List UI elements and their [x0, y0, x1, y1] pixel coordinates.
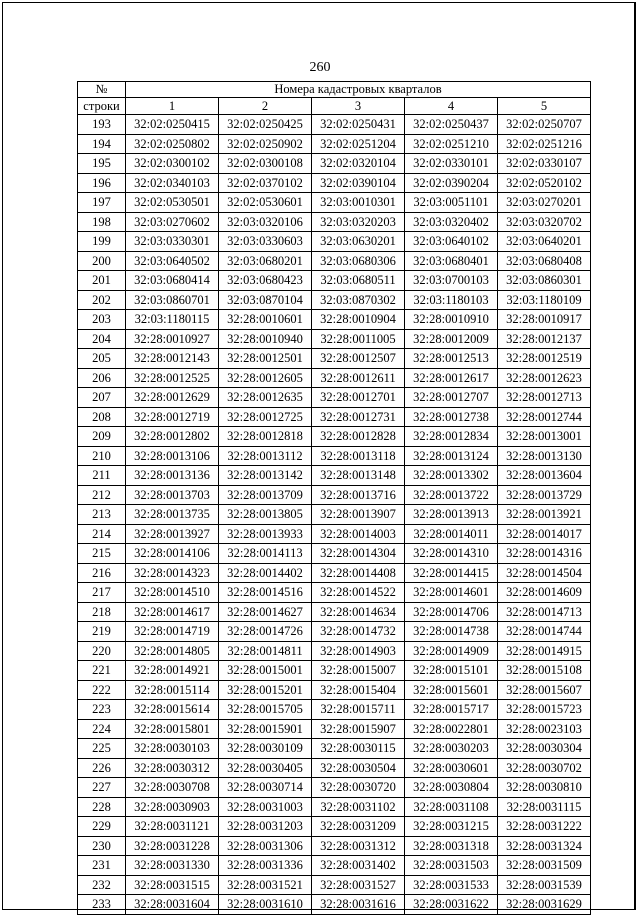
cadastral-number-cell: 32:28:0012605 [219, 368, 312, 388]
cadastral-number-cell: 32:28:0015201 [219, 680, 312, 700]
table-row [78, 290, 591, 310]
row-number-cell: 196 [78, 173, 126, 193]
table-row [78, 602, 591, 622]
cadastral-number-cell: 32:28:0013735 [126, 505, 219, 525]
cadastral-number-cell: 32:28:0014304 [312, 544, 405, 564]
table-row [78, 349, 591, 369]
row-number-cell: 214 [78, 524, 126, 544]
cadastral-number-cell: 32:28:0013921 [498, 505, 591, 525]
cadastral-number-cell: 32:28:0012525 [126, 368, 219, 388]
cadastral-number-cell: 32:28:0013703 [126, 485, 219, 505]
cadastral-number-cell: 32:28:0014316 [498, 544, 591, 564]
cadastral-number-cell: 32:28:0012611 [312, 368, 405, 388]
cadastral-number-cell: 32:28:0030720 [312, 778, 405, 798]
table-row [78, 232, 591, 252]
cadastral-number-cell: 32:28:0012802 [126, 427, 219, 447]
cadastral-number-cell: 32:28:0031312 [312, 836, 405, 856]
cadastral-number-cell: 32:28:0031102 [312, 797, 405, 817]
cadastral-number-cell: 32:28:0012701 [312, 388, 405, 408]
table-row [78, 895, 591, 915]
cadastral-number-cell: 32:28:0015607 [498, 680, 591, 700]
cadastral-number-cell: 32:28:0010917 [498, 310, 591, 330]
row-number-cell: 193 [78, 115, 126, 135]
cadastral-number-cell: 32:28:0014601 [405, 583, 498, 603]
cadastral-number-cell: 32:28:0014915 [498, 641, 591, 661]
cadastral-number-cell: 32:02:0530601 [219, 193, 312, 213]
cadastral-number-cell: 32:28:0012731 [312, 407, 405, 427]
cadastral-number-cell: 32:28:0013805 [219, 505, 312, 525]
table-row [78, 193, 591, 213]
cadastral-number-cell: 32:28:0015711 [312, 700, 405, 720]
cadastral-number-cell: 32:02:0390204 [405, 173, 498, 193]
row-number-cell: 233 [78, 895, 126, 915]
table-row [78, 817, 591, 837]
row-number-cell: 230 [78, 836, 126, 856]
column-header-1: 1 [126, 98, 219, 115]
table-row [78, 661, 591, 681]
cadastral-number-cell: 32:28:0031515 [126, 875, 219, 895]
cadastral-number-cell: 32:28:0030714 [219, 778, 312, 798]
row-number-cell: 203 [78, 310, 126, 330]
cadastral-number-cell: 32:03:0870302 [312, 290, 405, 310]
cadastral-number-cell: 32:28:0013112 [219, 446, 312, 466]
row-number-cell: 210 [78, 446, 126, 466]
cadastral-number-cell: 32:28:0014310 [405, 544, 498, 564]
table-row [78, 563, 591, 583]
row-number-cell: 198 [78, 212, 126, 232]
cadastral-number-cell: 32:28:0030810 [498, 778, 591, 798]
cadastral-number-cell: 32:03:0320106 [219, 212, 312, 232]
table-row [78, 524, 591, 544]
cadastral-number-cell: 32:28:0013716 [312, 485, 405, 505]
row-number-cell: 202 [78, 290, 126, 310]
cadastral-number-cell: 32:28:0012738 [405, 407, 498, 427]
cadastral-number-cell: 32:28:0014402 [219, 563, 312, 583]
group-header-title: Номера кадастровых кварталов [126, 82, 591, 98]
cadastral-number-cell: 32:28:0031622 [405, 895, 498, 915]
row-number-cell: 201 [78, 271, 126, 291]
cadastral-number-cell: 32:28:0030504 [312, 758, 405, 778]
cadastral-number-cell: 32:28:0031539 [498, 875, 591, 895]
cadastral-number-cell: 32:28:0030103 [126, 739, 219, 759]
cadastral-number-cell: 32:03:0330301 [126, 232, 219, 252]
cadastral-number-cell: 32:03:1180103 [405, 290, 498, 310]
row-number-cell: 204 [78, 329, 126, 349]
cadastral-number-cell: 32:28:0030109 [219, 739, 312, 759]
row-number-cell: 221 [78, 661, 126, 681]
cadastral-number-cell: 32:28:0014323 [126, 563, 219, 583]
cadastral-number-cell: 32:28:0012834 [405, 427, 498, 447]
row-number-header-symbol: № [78, 82, 126, 98]
cadastral-number-cell: 32:28:0014732 [312, 622, 405, 642]
cadastral-number-cell: 32:28:0014738 [405, 622, 498, 642]
cadastral-number-cell: 32:28:0013927 [126, 524, 219, 544]
cadastral-number-cell: 32:28:0030312 [126, 758, 219, 778]
cadastral-number-cell: 32:28:0030304 [498, 739, 591, 759]
cadastral-number-cell: 32:28:0015601 [405, 680, 498, 700]
table-row [78, 875, 591, 895]
row-number-cell: 209 [78, 427, 126, 447]
row-number-cell: 195 [78, 154, 126, 174]
cadastral-number-cell: 32:28:0013604 [498, 466, 591, 486]
table-row [78, 173, 591, 193]
cadastral-number-cell: 32:28:0014744 [498, 622, 591, 642]
table-row [78, 271, 591, 291]
cadastral-number-cell: 32:28:0031616 [312, 895, 405, 915]
cadastral-number-cell: 32:28:0031003 [219, 797, 312, 817]
cadastral-number-cell: 32:28:0012507 [312, 349, 405, 369]
cadastral-number-cell: 32:28:0015705 [219, 700, 312, 720]
cadastral-number-cell: 32:03:0640102 [405, 232, 498, 252]
cadastral-number-cell: 32:28:0013001 [498, 427, 591, 447]
cadastral-number-cell: 32:28:0011005 [312, 329, 405, 349]
table-row [78, 466, 591, 486]
cadastral-number-cell: 32:03:0870104 [219, 290, 312, 310]
cadastral-number-cell: 32:28:0015614 [126, 700, 219, 720]
row-number-cell: 194 [78, 134, 126, 154]
table-row [78, 856, 591, 876]
cadastral-number-cell: 32:28:0014903 [312, 641, 405, 661]
column-header-4: 4 [405, 98, 498, 115]
cadastral-number-cell: 32:28:0012137 [498, 329, 591, 349]
cadastral-number-cell: 32:03:0680414 [126, 271, 219, 291]
table-row [78, 700, 591, 720]
cadastral-number-cell: 32:28:0015007 [312, 661, 405, 681]
cadastral-number-cell: 32:03:0860301 [498, 271, 591, 291]
column-header-5: 5 [498, 98, 591, 115]
cadastral-number-cell: 32:02:0250437 [405, 115, 498, 135]
table-row [78, 778, 591, 798]
row-number-cell: 227 [78, 778, 126, 798]
table-row [78, 134, 591, 154]
cadastral-number-cell: 32:28:0012009 [405, 329, 498, 349]
cadastral-number-cell: 32:28:0012713 [498, 388, 591, 408]
table-row [78, 115, 591, 135]
cadastral-number-cell: 32:28:0010904 [312, 310, 405, 330]
table-row [78, 329, 591, 349]
cadastral-number-cell: 32:28:0012818 [219, 427, 312, 447]
cadastral-number-cell: 32:28:0031108 [405, 797, 498, 817]
table-body [78, 115, 591, 915]
cadastral-number-cell: 32:28:0014516 [219, 583, 312, 603]
cadastral-number-cell: 32:28:0030115 [312, 739, 405, 759]
cadastral-number-cell: 32:03:0010301 [312, 193, 405, 213]
cadastral-number-cell: 32:28:0014617 [126, 602, 219, 622]
cadastral-number-cell: 32:28:0030203 [405, 739, 498, 759]
table-row [78, 622, 591, 642]
cadastral-number-cell: 32:28:0010910 [405, 310, 498, 330]
cadastral-number-cell: 32:28:0012744 [498, 407, 591, 427]
table-row [78, 505, 591, 525]
cadastral-number-cell: 32:02:0320104 [312, 154, 405, 174]
cadastral-number-cell: 32:03:0680423 [219, 271, 312, 291]
cadastral-number-cell: 32:28:0013148 [312, 466, 405, 486]
cadastral-number-cell: 32:28:0014011 [405, 524, 498, 544]
cadastral-number-cell: 32:28:0014609 [498, 583, 591, 603]
table-row [78, 544, 591, 564]
cadastral-number-cell: 32:28:0014706 [405, 602, 498, 622]
cadastral-number-cell: 32:28:0013907 [312, 505, 405, 525]
cadastral-number-cell: 32:03:0680201 [219, 251, 312, 271]
cadastral-number-cell: 32:28:0014627 [219, 602, 312, 622]
row-number-cell: 205 [78, 349, 126, 369]
row-number-cell: 211 [78, 466, 126, 486]
cadastral-number-cell: 32:28:0030804 [405, 778, 498, 798]
row-number-cell: 223 [78, 700, 126, 720]
cadastral-number-cell: 32:28:0030708 [126, 778, 219, 798]
cadastral-number-cell: 32:28:0014113 [219, 544, 312, 564]
cadastral-number-cell: 32:28:0015717 [405, 700, 498, 720]
row-number-cell: 224 [78, 719, 126, 739]
cadastral-number-cell: 32:28:0012828 [312, 427, 405, 447]
table-row [78, 154, 591, 174]
cadastral-number-cell: 32:28:0014719 [126, 622, 219, 642]
cadastral-number-cell: 32:03:0320203 [312, 212, 405, 232]
cadastral-number-cell: 32:28:0014726 [219, 622, 312, 642]
cadastral-number-cell: 32:28:0015108 [498, 661, 591, 681]
cadastral-number-cell: 32:02:0300108 [219, 154, 312, 174]
table-row [78, 719, 591, 739]
table-row [78, 310, 591, 330]
table-row [78, 485, 591, 505]
cadastral-number-cell: 32:28:0031121 [126, 817, 219, 837]
cadastral-number-cell: 32:28:0014003 [312, 524, 405, 544]
row-number-cell: 222 [78, 680, 126, 700]
row-number-cell: 220 [78, 641, 126, 661]
cadastral-number-cell: 32:28:0012143 [126, 349, 219, 369]
cadastral-quarters-table [77, 81, 591, 915]
cadastral-number-cell: 32:02:0250802 [126, 134, 219, 154]
cadastral-number-cell: 32:03:0270602 [126, 212, 219, 232]
row-number-cell: 197 [78, 193, 126, 213]
cadastral-number-cell: 32:28:0013302 [405, 466, 498, 486]
cadastral-number-cell: 32:28:0014805 [126, 641, 219, 661]
row-number-cell: 213 [78, 505, 126, 525]
cadastral-number-cell: 32:02:0250425 [219, 115, 312, 135]
cadastral-number-cell: 32:28:0015114 [126, 680, 219, 700]
cadastral-number-cell: 32:03:0320702 [498, 212, 591, 232]
cadastral-number-cell: 32:03:0270201 [498, 193, 591, 213]
cadastral-number-cell: 32:02:0370102 [219, 173, 312, 193]
cadastral-number-cell: 32:28:0031203 [219, 817, 312, 837]
row-number-cell: 215 [78, 544, 126, 564]
cadastral-number-cell: 32:28:0014415 [405, 563, 498, 583]
cadastral-number-cell: 32:28:0013933 [219, 524, 312, 544]
cadastral-number-cell: 32:28:0014510 [126, 583, 219, 603]
cadastral-number-cell: 32:28:0013106 [126, 446, 219, 466]
table-row [78, 583, 591, 603]
cadastral-number-cell: 32:03:0680306 [312, 251, 405, 271]
cadastral-number-cell: 32:28:0031503 [405, 856, 498, 876]
column-header-2: 2 [219, 98, 312, 115]
row-number-cell: 208 [78, 407, 126, 427]
cadastral-number-cell: 32:28:0013124 [405, 446, 498, 466]
table-row [78, 368, 591, 388]
cadastral-number-cell: 32:28:0012623 [498, 368, 591, 388]
cadastral-number-cell: 32:28:0014909 [405, 641, 498, 661]
cadastral-number-cell: 32:02:0530501 [126, 193, 219, 213]
cadastral-number-cell: 32:28:0023103 [498, 719, 591, 739]
cadastral-number-cell: 32:28:0014522 [312, 583, 405, 603]
cadastral-number-cell: 32:28:0012513 [405, 349, 498, 369]
page-number: 260 [309, 60, 331, 75]
cadastral-number-cell: 32:28:0013709 [219, 485, 312, 505]
cadastral-number-cell: 32:02:0250415 [126, 115, 219, 135]
cadastral-number-cell: 32:28:0015801 [126, 719, 219, 739]
cadastral-number-cell: 32:03:0700103 [405, 271, 498, 291]
cadastral-number-cell: 32:28:0014634 [312, 602, 405, 622]
table-row [78, 427, 591, 447]
cadastral-number-cell: 32:28:0031222 [498, 817, 591, 837]
cadastral-number-cell: 32:28:0013118 [312, 446, 405, 466]
table-row [78, 446, 591, 466]
cadastral-number-cell: 32:28:0012635 [219, 388, 312, 408]
cadastral-number-cell: 32:28:0030903 [126, 797, 219, 817]
cadastral-number-cell: 32:28:0013130 [498, 446, 591, 466]
cadastral-number-cell: 32:28:0031228 [126, 836, 219, 856]
row-number-cell: 228 [78, 797, 126, 817]
cadastral-number-cell: 32:28:0031610 [219, 895, 312, 915]
cadastral-number-cell: 32:28:0030601 [405, 758, 498, 778]
cadastral-number-cell: 32:28:0015101 [405, 661, 498, 681]
cadastral-number-cell: 32:28:0012719 [126, 407, 219, 427]
cadastral-number-cell: 32:28:0014921 [126, 661, 219, 681]
cadastral-number-cell: 32:02:0251216 [498, 134, 591, 154]
cadastral-number-cell: 32:02:0251210 [405, 134, 498, 154]
cadastral-number-cell: 32:28:0031509 [498, 856, 591, 876]
table-row [78, 212, 591, 232]
row-number-cell: 231 [78, 856, 126, 876]
cadastral-number-cell: 32:28:0014106 [126, 544, 219, 564]
cadastral-number-cell: 32:03:0320402 [405, 212, 498, 232]
cadastral-number-cell: 32:28:0015901 [219, 719, 312, 739]
row-number-cell: 216 [78, 563, 126, 583]
row-number-cell: 212 [78, 485, 126, 505]
row-number-header-label: строки [78, 98, 126, 115]
cadastral-number-cell: 32:02:0250707 [498, 115, 591, 135]
row-number-cell: 206 [78, 368, 126, 388]
cadastral-number-cell: 32:28:0022801 [405, 719, 498, 739]
cadastral-number-cell: 32:02:0330107 [498, 154, 591, 174]
cadastral-number-cell: 32:28:0013136 [126, 466, 219, 486]
cadastral-number-cell: 32:02:0330101 [405, 154, 498, 174]
cadastral-number-cell: 32:28:0013722 [405, 485, 498, 505]
cadastral-number-cell: 32:28:0012707 [405, 388, 498, 408]
cadastral-number-cell: 32:28:0012519 [498, 349, 591, 369]
cadastral-number-cell: 32:28:0012629 [126, 388, 219, 408]
cadastral-number-cell: 32:28:0031527 [312, 875, 405, 895]
cadastral-number-cell: 32:28:0013913 [405, 505, 498, 525]
table-row [78, 680, 591, 700]
cadastral-number-cell: 32:28:0031215 [405, 817, 498, 837]
cadastral-number-cell: 32:28:0014408 [312, 563, 405, 583]
cadastral-number-cell: 32:28:0014504 [498, 563, 591, 583]
cadastral-number-cell: 32:03:0630201 [312, 232, 405, 252]
cadastral-number-cell: 32:02:0250902 [219, 134, 312, 154]
table-row [78, 836, 591, 856]
cadastral-number-cell: 32:28:0010940 [219, 329, 312, 349]
cadastral-number-cell: 32:03:0680408 [498, 251, 591, 271]
cadastral-number-cell: 32:28:0031318 [405, 836, 498, 856]
cadastral-number-cell: 32:03:0860701 [126, 290, 219, 310]
cadastral-number-cell: 32:28:0031521 [219, 875, 312, 895]
column-header-3: 3 [312, 98, 405, 115]
cadastral-number-cell: 32:28:0014713 [498, 602, 591, 622]
row-number-cell: 217 [78, 583, 126, 603]
cadastral-number-cell: 32:28:0031330 [126, 856, 219, 876]
cadastral-number-cell: 32:28:0015404 [312, 680, 405, 700]
cadastral-number-cell: 32:03:1180109 [498, 290, 591, 310]
cadastral-number-cell: 32:02:0300102 [126, 154, 219, 174]
row-number-cell: 199 [78, 232, 126, 252]
cadastral-number-cell: 32:03:0640502 [126, 251, 219, 271]
cadastral-number-cell: 32:28:0031324 [498, 836, 591, 856]
cadastral-number-cell: 32:02:0251204 [312, 134, 405, 154]
table-row [78, 758, 591, 778]
cadastral-number-cell: 32:28:0014017 [498, 524, 591, 544]
cadastral-number-cell: 32:28:0015001 [219, 661, 312, 681]
row-number-cell: 229 [78, 817, 126, 837]
cadastral-number-cell: 32:28:0031533 [405, 875, 498, 895]
table-row [78, 641, 591, 661]
cadastral-number-cell: 32:28:0030405 [219, 758, 312, 778]
cadastral-number-cell: 32:03:0051101 [405, 193, 498, 213]
cadastral-number-cell: 32:03:0640201 [498, 232, 591, 252]
cadastral-number-cell: 32:02:0250431 [312, 115, 405, 135]
row-number-cell: 219 [78, 622, 126, 642]
cadastral-number-cell: 32:28:0013142 [219, 466, 312, 486]
row-number-cell: 225 [78, 739, 126, 759]
table-row [78, 407, 591, 427]
cadastral-number-cell: 32:28:0031306 [219, 836, 312, 856]
cadastral-number-cell: 32:28:0030702 [498, 758, 591, 778]
cadastral-number-cell: 32:28:0014811 [219, 641, 312, 661]
cadastral-number-cell: 32:28:0031402 [312, 856, 405, 876]
cadastral-number-cell: 32:28:0031629 [498, 895, 591, 915]
cadastral-number-cell: 32:28:0015723 [498, 700, 591, 720]
row-number-cell: 232 [78, 875, 126, 895]
table-row [78, 388, 591, 408]
cadastral-number-cell: 32:03:0680401 [405, 251, 498, 271]
table-row [78, 739, 591, 759]
cadastral-number-cell: 32:28:0012617 [405, 368, 498, 388]
cadastral-number-cell: 32:03:0330603 [219, 232, 312, 252]
row-number-cell: 200 [78, 251, 126, 271]
cadastral-number-cell: 32:28:0031604 [126, 895, 219, 915]
cadastral-number-cell: 32:28:0012725 [219, 407, 312, 427]
table-row [78, 797, 591, 817]
cadastral-number-cell: 32:03:1180115 [126, 310, 219, 330]
table-row [78, 251, 591, 271]
cadastral-number-cell: 32:28:0031336 [219, 856, 312, 876]
cadastral-number-cell: 32:28:0012501 [219, 349, 312, 369]
cadastral-number-cell: 32:02:0520102 [498, 173, 591, 193]
row-number-cell: 226 [78, 758, 126, 778]
row-number-cell: 207 [78, 388, 126, 408]
cadastral-number-cell: 32:02:0390104 [312, 173, 405, 193]
cadastral-number-cell: 32:02:0340103 [126, 173, 219, 193]
cadastral-number-cell: 32:28:0015907 [312, 719, 405, 739]
cadastral-number-cell: 32:28:0031115 [498, 797, 591, 817]
cadastral-number-cell: 32:28:0013729 [498, 485, 591, 505]
cadastral-number-cell: 32:03:0680511 [312, 271, 405, 291]
cadastral-number-cell: 32:28:0010927 [126, 329, 219, 349]
row-number-cell: 218 [78, 602, 126, 622]
cadastral-number-cell: 32:28:0031209 [312, 817, 405, 837]
cadastral-number-cell: 32:28:0010601 [219, 310, 312, 330]
